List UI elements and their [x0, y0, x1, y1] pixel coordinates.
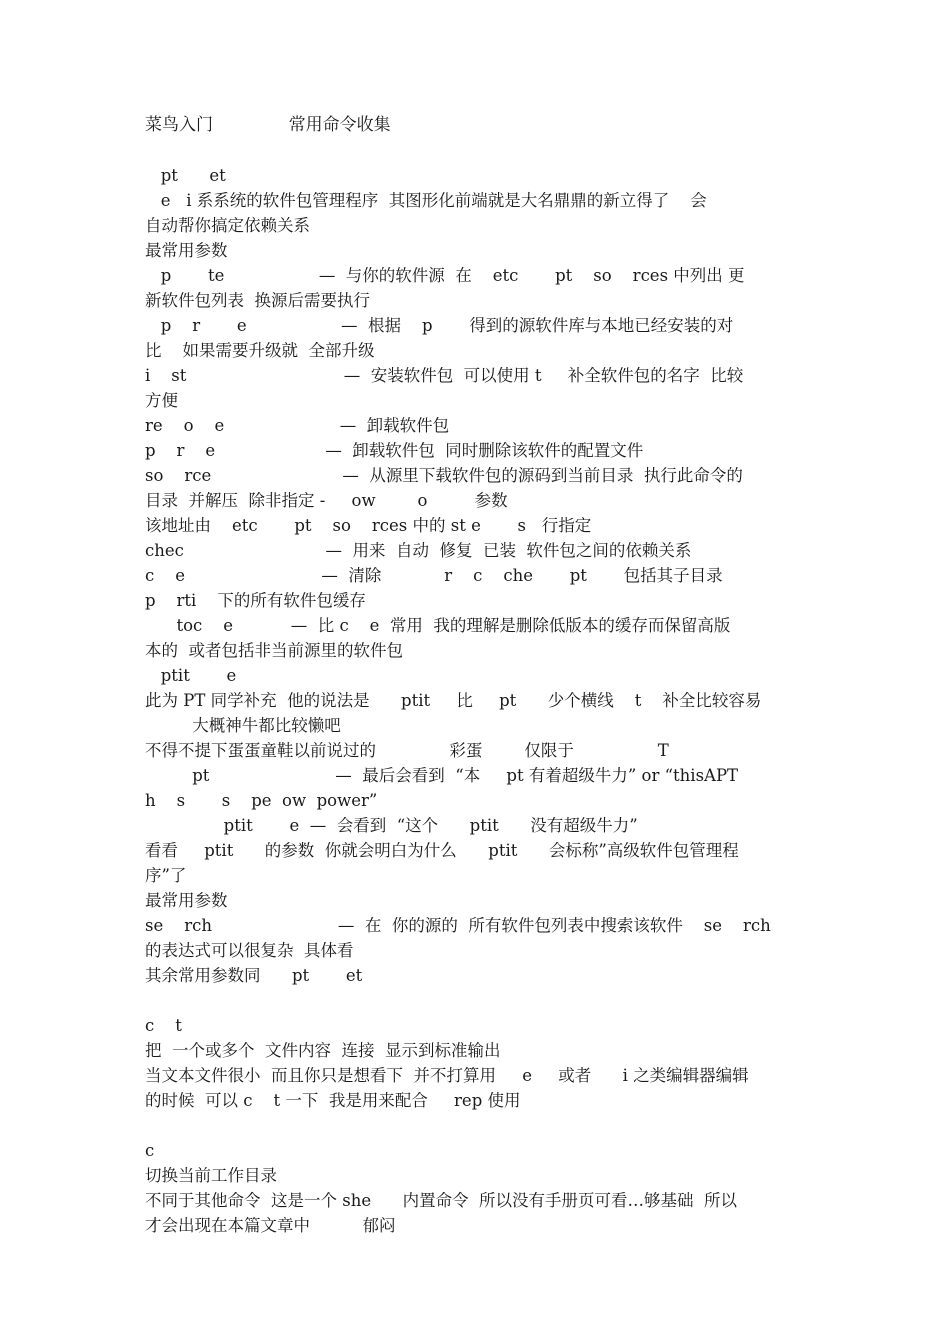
- text-line: ptit e: [145, 666, 237, 685]
- text-line: i st — 安装软件包 可以使用 t 补全软件包的名字 比较: [145, 366, 744, 385]
- text-line: pt et: [145, 166, 226, 185]
- text-line: c: [145, 1141, 155, 1160]
- text-line: 才会出现在本篇文章中 郁闷: [145, 1216, 396, 1235]
- text-line: 本的 或者包括非当前源里的软件包: [145, 641, 403, 660]
- text-line: so rce — 从源里下载软件包的源码到当前目录 执行此命令的: [145, 466, 743, 485]
- text-line: se rch — 在 你的源的 所有软件包列表中搜索该软件 se rch: [145, 916, 771, 935]
- text-line: 大概神牛都比较懒吧: [145, 716, 341, 735]
- text-line: 比 如果需要升级就 全部升级: [145, 341, 375, 360]
- text-line: 序”了: [145, 866, 187, 885]
- text-line: 新软件包列表 换源后需要执行: [145, 291, 370, 310]
- text-line: 最常用参数: [145, 241, 228, 260]
- text-line: ptit e — 会看到 “这个 ptit 没有超级牛力”: [145, 816, 638, 835]
- text-line: toc e — 比 c e 常用 我的理解是删除低版本的缓存而保留高版: [145, 616, 731, 635]
- document-body: [145, 113, 825, 1238]
- text-line: p r e — 根据 p 得到的源软件库与本地已经安装的对: [145, 316, 734, 335]
- text-line: [145, 138, 825, 163]
- text-line: 此为 PT 同学补充 他的说法是 ptit 比 pt 少个横线 t 补全比较容易: [145, 691, 762, 710]
- text-line: 不得不提下蛋蛋童鞋以前说过的 彩蛋 仅限于 T: [145, 741, 669, 760]
- text-line: chec — 用来 自动 修复 已装 软件包之间的依赖关系: [145, 541, 692, 560]
- text-line: p te — 与你的软件源 在 etc pt so rces 中列出 更: [145, 266, 745, 285]
- text-line: 该地址由 etc pt so rces 中的 st e s 行指定: [145, 516, 592, 535]
- text-line: pt — 最后会看到 “本 pt 有着超级牛力” or “thisAPT: [145, 766, 739, 785]
- text-line: re o e — 卸载软件包: [145, 416, 450, 435]
- text-line: p rti 下的所有软件包缓存: [145, 591, 366, 610]
- text-line: c e — 清除 r c che pt 包括其子目录: [145, 566, 723, 585]
- text-line: p r e — 卸载软件包 同时删除该软件的配置文件: [145, 441, 644, 460]
- text-line: 自动帮你搞定依赖关系: [145, 216, 310, 235]
- text-line: [145, 1113, 825, 1138]
- text-line: 其余常用参数同 pt et: [145, 966, 363, 985]
- text-line: c t: [145, 1016, 182, 1035]
- text-line: 的表达式可以很复杂 具体看: [145, 941, 354, 960]
- document-lines: [145, 138, 825, 1238]
- text-line: 最常用参数: [145, 891, 228, 910]
- text-line: 切换当前工作目录: [145, 1166, 277, 1185]
- text-line: 当文本文件很小 而且你只是想看下 并不打算用 e 或者 i 之类编辑器编辑: [145, 1066, 749, 1085]
- text-line: 不同于其他命令 这是一个 she 内置命令 所以没有手册页可看…够基础 所以: [145, 1191, 738, 1210]
- text-line: [145, 988, 825, 1013]
- text-line: 目录 并解压 除非指定 - ow o 参数: [145, 491, 508, 510]
- document-title: 菜鸟入门 常用命令收集: [145, 115, 391, 135]
- text-line: 把 一个或多个 文件内容 连接 显示到标准输出: [145, 1041, 501, 1060]
- text-line: h s s pe ow power”: [145, 791, 378, 810]
- text-line: 方便: [145, 391, 178, 410]
- text-line: 的时候 可以 c t 一下 我是用来配合 rep 使用: [145, 1091, 521, 1110]
- text-line: 看看 ptit 的参数 你就会明白为什么 ptit 会标称”高级软件包管理程: [145, 841, 739, 860]
- text-line: e i 系系统的软件包管理程序 其图形化前端就是大名鼎鼎的新立得了 会: [145, 191, 707, 210]
